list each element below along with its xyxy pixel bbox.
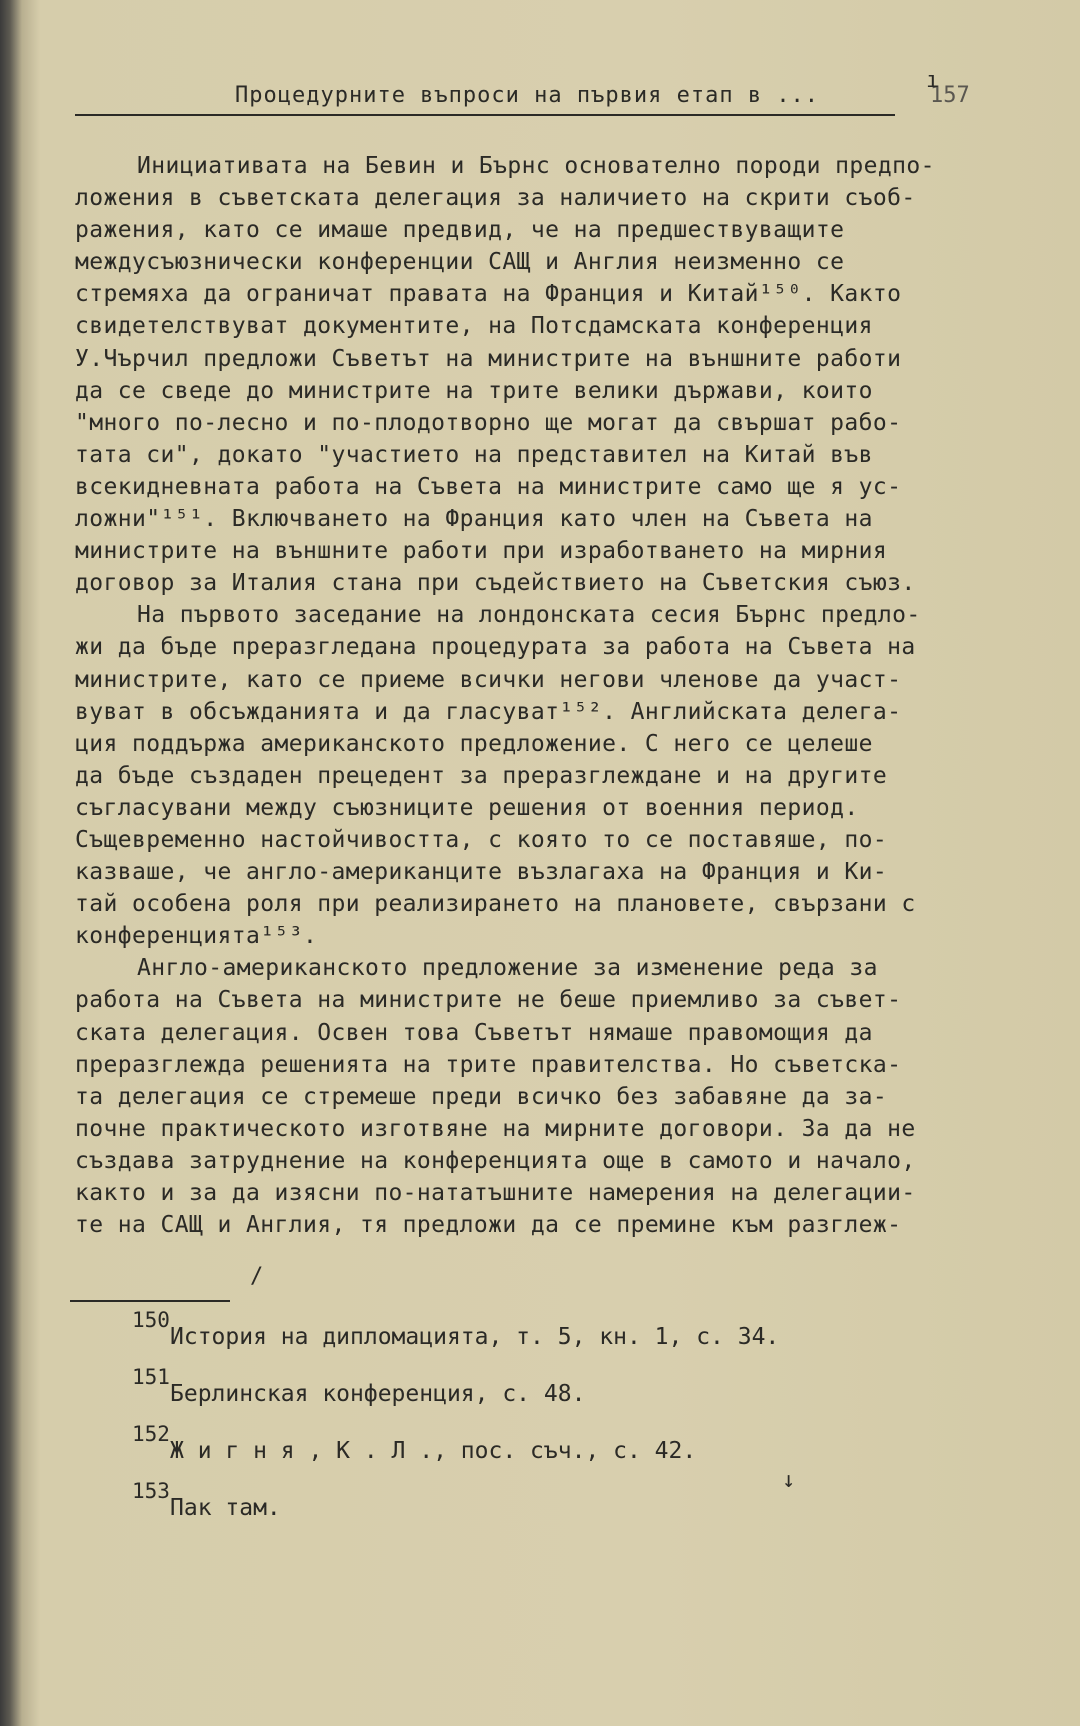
text-line: та делегация се стремеше преди всичко без забавяне да за- (75, 1083, 888, 1110)
footnote-text: Пак там. (170, 1495, 281, 1521)
footnote-text: Ж и г н я , К . Л ., пос. съч., с. 42. (170, 1438, 697, 1464)
paragraph-1 (75, 150, 975, 599)
page-number: 157 (930, 83, 970, 108)
header-title: Процедурните въпроси на първия етап в ... (235, 83, 820, 108)
text-line: да се сведе до министрите на трите велики държави, които (75, 377, 873, 404)
text-line: тата си", докато "участието на представител на Китай във (75, 441, 873, 468)
text-line: те на САЩ и Англия, тя предложи да се премине към разглеж- (75, 1212, 902, 1239)
text-line: междусъюзнически конференции САЩ и Англия неизменно се (75, 249, 845, 276)
text-line: свидетелствуват документите, на Потсдамската конференция (75, 313, 873, 340)
text-line: тай особена роля при реализирането на плановете, свързани с (75, 891, 916, 918)
text-line: У.Чърчил предложи Съветът на министрите на външните работи (75, 345, 902, 372)
scan-mark: ↓ (782, 1468, 796, 1493)
text-line: преразглежда решенията на трите правителства. Но съветска- (75, 1051, 902, 1078)
text-line: ложни"¹⁵¹. Включването на Франция като член на Съвета на (75, 506, 873, 533)
text-line: казваше, че англо-американците възлагаха на Франция и Ки- (75, 859, 888, 886)
text-line: съгласувани между съюзниците решения от военния период. (75, 794, 859, 821)
text-line: Същевременно настойчивостта, с която то се поставяше, по- (75, 826, 888, 853)
footnote (132, 1302, 952, 1359)
text-line: създава затруднение на конференцията още в самото и начало, (75, 1147, 916, 1174)
text-line: На първото заседание на лондонската сесия Бърнс предло- (137, 602, 921, 629)
text-line: Англо-американското предложение за изменение реда за (137, 955, 878, 982)
header-rule (75, 114, 895, 116)
text-line: всекидневната работа на Съвета на министрите само ще я ус- (75, 473, 902, 500)
paragraph-3 (75, 952, 975, 1241)
text-line: работа на Съвета на министрите не беше приемливо за съвет- (75, 987, 902, 1014)
footnote-number: 150 (132, 1308, 170, 1332)
text-line: "много по-лесно и по-плодотворно ще могат да свършат рабо- (75, 409, 902, 436)
text-line: договор за Италия стана при съдействието на Съветския съюз. (75, 570, 916, 597)
footnote (132, 1416, 952, 1473)
text-line: ложения в съветската делегация за наличието на скрити съоб- (75, 185, 916, 212)
text-line: министрите на външните работи при изработването на мирния (75, 538, 888, 565)
text-line: конференцията¹⁵³. (75, 923, 318, 950)
text-line: жи да бъде преразгледана процедурата за работа на Съвета на (75, 634, 916, 661)
text-line: ската делегация. Освен това Съветът нямаше правомощия да (75, 1019, 873, 1046)
footnote-number: 151 (132, 1365, 170, 1389)
footnote-text: Берлинская конференция, с. 48. (170, 1381, 586, 1407)
scan-mark: ı (926, 68, 940, 93)
text-line: почне практическото изготвяне на мирните договори. За да не (75, 1115, 916, 1142)
text-line: да бъде създаден прецедент за преразглеждане и на другите (75, 762, 888, 789)
text-line: Инициативата на Бевин и Бърнс основателно породи предпо- (137, 153, 935, 179)
text-line: ражения, като се имаше предвид, че на предшествуващите (75, 217, 845, 244)
footnote-number: 152 (132, 1422, 170, 1446)
text-line: ция поддържа американското предложение. С него се целеше (75, 730, 873, 757)
body-text (75, 150, 975, 1241)
footnote (132, 1473, 952, 1530)
paragraph-2 (75, 599, 975, 952)
text-line: министрите, като се приеме всички негови членове да участ- (75, 666, 902, 693)
scan-mark: / (250, 1264, 264, 1289)
running-header (75, 83, 970, 117)
text-line: както и за да изясни по-нататъшните намерения на делегации- (75, 1180, 916, 1206)
footnote (132, 1359, 952, 1416)
footnote-number: 153 (132, 1479, 170, 1503)
text-line: стремяха да ограничат правата на Франция и Китай¹⁵⁰. Както (75, 281, 902, 308)
footnote-text: История на дипломацията, т. 5, кн. 1, с. 34. (170, 1324, 780, 1350)
text-line: вуват в обсъжданията и да гласуват¹⁵². Английската делега- (75, 698, 902, 725)
footnotes (132, 1302, 952, 1530)
